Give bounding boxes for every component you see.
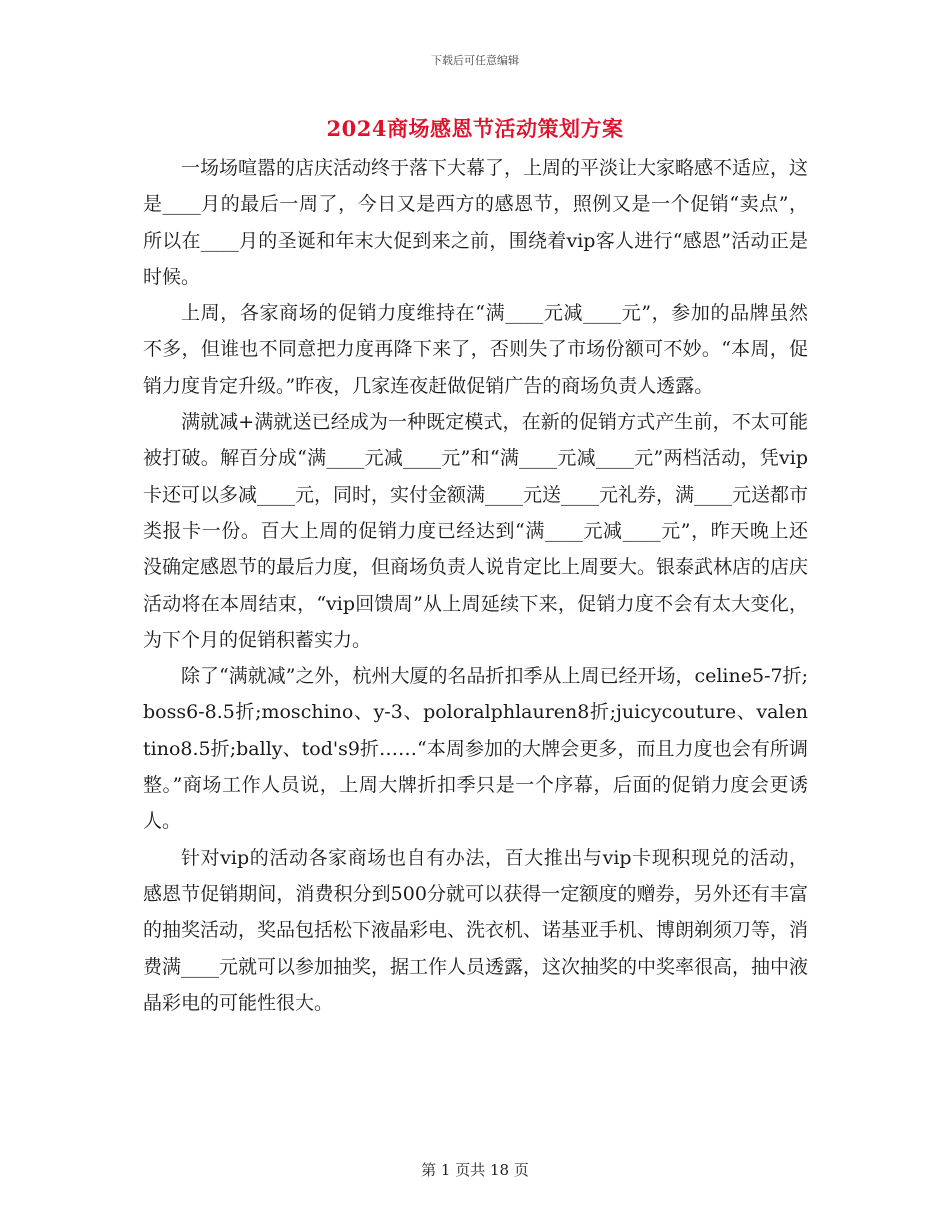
paragraph-1: 一场场喧嚣的店庆活动终于落下大幕了，上周的平淡让大家略感不适应，这是____月的最后一周了，今日又是西方的感恩节，照例又是一个促销“卖点”，所以在____月的圣诞和年末大促到来之前，围绕着vip客人进行“感恩”活动正是时候。: [143, 157, 809, 288]
paragraph-2: 上周，各家商场的促销力度维持在“满____元减____元”，参加的品牌虽然不多，但谁也不同意把力度再降下来了，否则失了市场份额可不妙。“本周，促销力度肯定升级。”昨夜，几家连夜赶做促销广告的商场负责人透露。: [143, 302, 808, 397]
document-body: [143, 150, 808, 1021]
header-note: 下载后可任意编辑: [431, 54, 519, 67]
document-title: 2024商场感恩节活动策划方案: [326, 116, 624, 141]
page-number: 第 1 页共 18 页: [421, 1161, 529, 1179]
paragraph-5: 针对vip的活动各家商场也自有办法，百大推出与vip卡现积现兑的活动，感恩节促销期间，消费积分到500分就可以获得一定额度的赠券，另外还有丰富的抽奖活动，奖品包括松下液晶彩电、洗衣机、诺基亚手机、博朗剃须刀等，消费满____元就可以参加抽奖，据工作人员透露，这次抽奖的中奖率很高，抽中液晶彩电的可能性很大。: [143, 846, 809, 1014]
paragraph-3: 满就减+满就送已经成为一种既定模式，在新的促销方式产生前，不太可能被打破。解百分成“满____元减____元”和“满____元减____元”两档活动，凭vip卡还可以多减____元，同时，实付金额满____元送____元礼券，满____元送都市类报卡一份。百大上周的促销力度已经达到“满____元减____元”，昨天晚上还没确定感恩节的最后力度，但商场负责人说肯定比上周要大。银泰武林店的店庆活动将在本周结束，“vip回馈周”从上周延续下来，促销力度不会有太大变化，为下个月的促销积蓄实力。: [143, 411, 809, 651]
paragraph-4: 除了“满就减”之外，杭州大厦的名品折扣季从上周已经开场，celine5-7折;boss6-8.5折;moschino、y-3、poloralphlauren8折;juicycouture、valentino8.5折;bally、tod's9折……“本周参加的大牌会更多，而且力度也会有所调整。”商场工作人员说，上周大牌折扣季只是一个序幕，后面的促销力度会更诱人。: [143, 665, 808, 833]
